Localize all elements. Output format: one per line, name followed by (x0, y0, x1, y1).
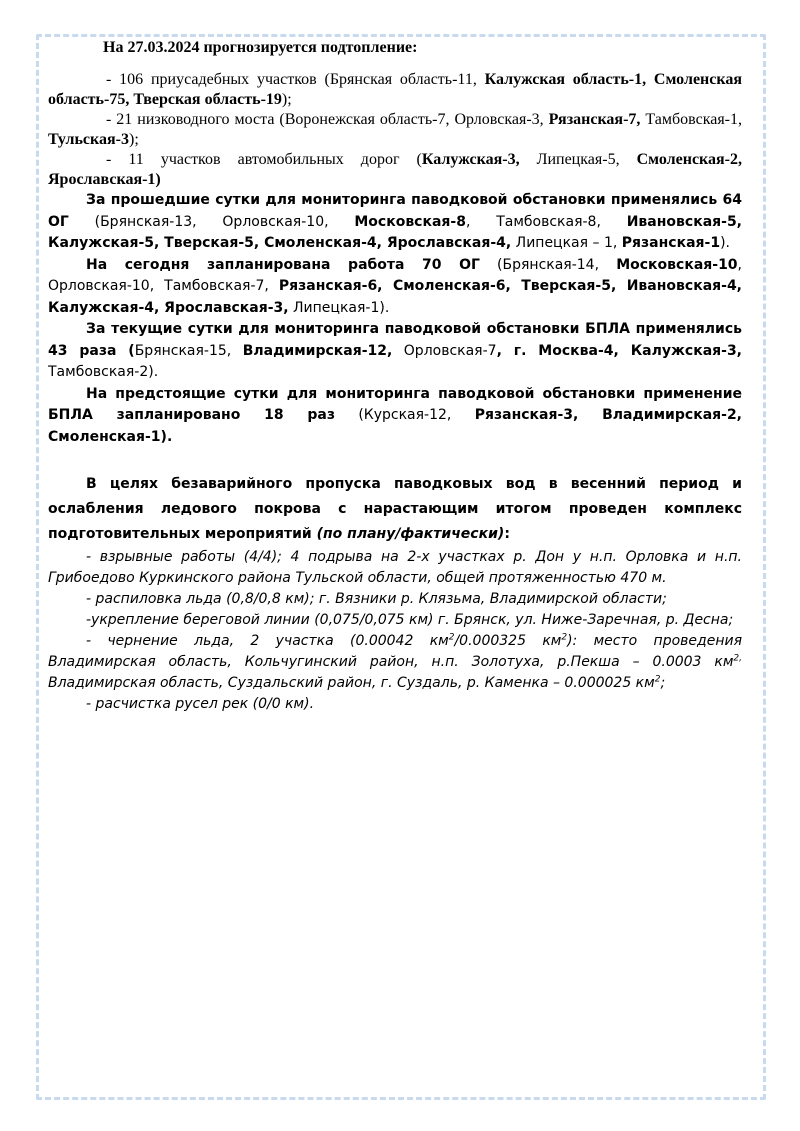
text-run: - 11 участков автомобильных дорог ( (106, 151, 422, 168)
blackening-text-4: Владимирская область, Суздальский район, г. Суздаль, р. Каменка – 0.000025 км (48, 675, 655, 691)
bold-text-run: Рязанская-3, Владимирская-2, Смоленская-1). (48, 407, 742, 445)
text-run: Тамбовская-2). (48, 364, 159, 380)
text-run: (Брянская-14, (479, 256, 617, 273)
preparation-intro-note: (по плану/фактически) (316, 526, 505, 542)
preparation-intro-end: : (504, 526, 510, 542)
monitoring-section (48, 190, 742, 448)
text-run: Липецкая – 1, (511, 235, 622, 251)
text-run: Липецкая-1). (288, 299, 390, 316)
forecast-item-roads (48, 150, 742, 190)
text-run: (Брянская-13, Орловская-10, (68, 213, 355, 230)
measure-ice-blackening (48, 631, 742, 694)
measure-ice-sawing: - распиловка льда (0,8/0,8 км); г. Вязники р. Клязьма, Владимирской области; (86, 591, 667, 607)
bold-text-run: Калужская-3, (421, 151, 520, 168)
text-run: , Орловская-10, Тамбовская-7, (48, 256, 742, 294)
measure-bank-strengthening: -укрепление береговой линии (0,075/0,075 км) г. Брянск, ул. Ниже-Заречная, р. Десна; (86, 612, 734, 628)
text-run: ); (128, 131, 139, 148)
bold-text-run: Смоленская-2, Ярославская-1) (48, 151, 742, 188)
bold-text-run: За текущие сутки для мониторинга паводковой обстановки БПЛА применялись 43 раза ( (48, 321, 742, 359)
preparation-intro-text: В целях безаварийного пропуска паводковых вод в весенний период и ослабления ледового покрова с нарастающим итогом проведен комплекс подготовительных мероприятий (48, 476, 742, 542)
bold-text-run: За прошедшие сутки для мониторинга паводковой обстановки применялись 64 ОГ (48, 192, 742, 230)
forecast-list (48, 70, 742, 190)
blackening-text-2: /0.000325 км (454, 633, 562, 649)
text-run: - 21 низководного моста (Воронежская область-7, Орловская-3, (106, 111, 549, 128)
superscript-2: 2 (561, 632, 568, 643)
measure-blasting: - взрывные работы (4/4); 4 подрыва на 2-х участках р. Дон у н.п. Орловка и н.п. Грибоедово Куркинского района Тульской области, общей протяженностью 470 м. (48, 549, 742, 586)
blackening-text-3: ): место проведения Владимирская область, Кольчугинский район, н.п. Золотуха, р.Пекша – 0.0003 км (48, 633, 742, 670)
bold-text-run: Рязанская-1 (621, 235, 721, 251)
text-run: Орловская-7 (392, 342, 497, 359)
blackening-text-5: ; (660, 675, 666, 691)
section-spacer (48, 448, 742, 472)
preparation-intro (48, 472, 742, 547)
bold-text-run: Владимирская-12, (242, 342, 393, 359)
text-run: Тамбовская-1, (640, 111, 743, 128)
superscript-2-comma: 2, (733, 653, 742, 664)
measure-river-clearing: - расчистка русел рек (0/0 км). (86, 696, 315, 712)
bold-text-run: Калужская область-1, Смоленская область-75, Тверская область-19 (48, 71, 742, 108)
text-run: Брянская-15, (134, 342, 243, 359)
bold-text-run: , г. Москва-4, Калужская-3, (496, 342, 743, 359)
forecast-item-homesteads (48, 70, 742, 110)
forecast-item-bridges (48, 110, 742, 150)
bold-text-run: Рязанская-7, (548, 111, 641, 128)
text-run: ); (281, 91, 292, 108)
blackening-text-1: - чернение льда, 2 участка (0.00042 км (86, 633, 449, 649)
text-run: , Тамбовская-8, (465, 213, 627, 230)
bold-text-run: Московская-8 (354, 213, 466, 230)
bold-text-run: Тульская-3 (48, 131, 129, 148)
text-run: ). (720, 235, 730, 251)
monitoring-uav-planned (48, 384, 742, 449)
superscript-2: 2 (448, 632, 455, 643)
bold-text-run: Московская-10 (616, 256, 738, 273)
document-body (48, 38, 742, 715)
text-run: Липецкая-5, (519, 151, 637, 168)
monitoring-past-day-og (48, 190, 742, 255)
monitoring-planned-og (48, 255, 742, 320)
text-run: - 106 приусадебных участков (Брянская область-11, (106, 71, 485, 88)
preparation-measures-list (48, 547, 742, 715)
superscript-2: 2 (654, 674, 661, 685)
bold-text-run: На сегодня запланирована работа 70 ОГ (86, 256, 480, 273)
text-run: (Курская-12, (334, 407, 475, 423)
forecast-heading: На 27.03.2024 прогнозируется подтопление: (103, 39, 418, 56)
monitoring-uav-current (48, 319, 742, 384)
bold-text-run: На предстоящие сутки для мониторинга паводковой обстановки применение БПЛА запланировано 18 раз (48, 385, 742, 423)
bold-text-run: Рязанская-6, Смоленская-6, Тверская-5, Ивановская-4, Калужская-4, Ярославская-3, (48, 278, 743, 316)
bold-text-run: Ивановская-5, Калужская-5, Тверская-5, Смоленская-4, Ярославская-4, (48, 213, 742, 251)
